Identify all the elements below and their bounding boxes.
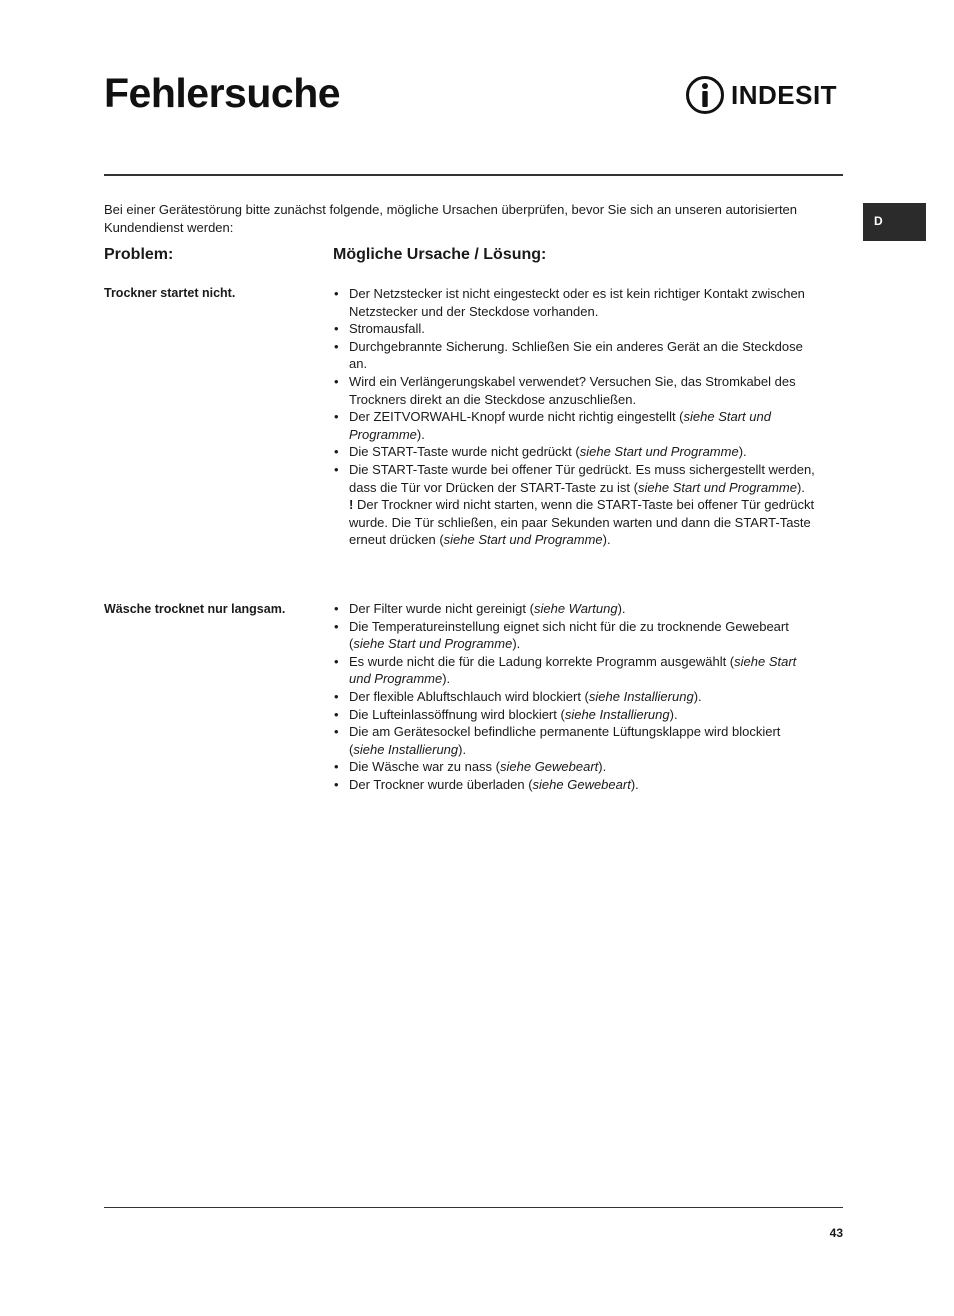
list-item: • Die START-Taste wurde bei offener Tür gedrückt. Es muss sichergestellt werden, dass die Tür vor Drücken der START-Taste zu ist (siehe Start und Programme). ! Der Trockner wird nicht starten, wenn die START-Taste bei offener Tür gedrückt wurde. Die Tür schließen, ein paar Sekunden warten und dann die START-Taste erneut drücken (siehe Start und Programme). (333, 461, 818, 549)
indesit-logo-icon (685, 75, 725, 115)
brand-name: INDESIT (731, 79, 838, 110)
list-item: • Die START-Taste wurde nicht gedrückt (siehe Start und Programme). (333, 443, 818, 461)
cross-reference: siehe Installierung (588, 688, 694, 704)
list-item: • Wird ein Verlängerungskabel verwendet? Versuchen Sie, das Stromkabel des Trockners direkt an die Steckdose anzuschließen. (333, 373, 818, 408)
header-divider (104, 174, 843, 176)
cross-reference: siehe Start und Programme (443, 532, 603, 548)
cross-reference: siehe Installierung (353, 741, 459, 757)
language-tab: D (863, 203, 926, 241)
cross-reference: siehe Installierung (564, 706, 670, 722)
cross-reference: siehe Start und Programme (638, 479, 797, 495)
list-item: • Die Temperatureinstellung eignet sich nicht für die zu trocknende Gewebeart (siehe Start und Programme). (333, 618, 818, 653)
cause-list (333, 600, 818, 794)
problem-label: Trockner startet nicht. (104, 286, 236, 300)
footer-divider (104, 1207, 843, 1208)
cross-reference: siehe Start und Programme (349, 653, 797, 687)
cause-column-heading: Mögliche Ursache / Lösung: (333, 246, 547, 263)
problem-column-heading: Problem: (104, 246, 174, 263)
list-item: • Der Trockner wurde überladen (siehe Gewebeart). (333, 776, 818, 794)
list-item: • Die Lufteinlassöffnung wird blockiert (siehe Installierung). (333, 706, 818, 724)
cross-reference: siehe Start und Programme (579, 444, 739, 460)
cross-reference: siehe Gewebeart (532, 776, 631, 792)
cause-list (333, 285, 818, 549)
list-item: • Es wurde nicht die für die Ladung korrekte Programm ausgewählt (siehe Start und Programme). (333, 653, 818, 688)
list-item: • Durchgebrannte Sicherung. Schließen Sie ein anderes Gerät an die Steckdose an. (333, 338, 818, 373)
cross-reference: siehe Gewebeart (500, 759, 599, 775)
page-number: 43 (829, 1226, 843, 1240)
list-item: • Der flexible Abluftschlauch wird blockiert (siehe Installierung). (333, 688, 818, 706)
cross-reference: siehe Start und Programme (353, 636, 513, 652)
list-item: • Der ZEITVORWAHL-Knopf wurde nicht richtig eingestellt (siehe Start und Programme). (333, 408, 818, 443)
cross-reference: siehe Start und Programme (349, 409, 771, 442)
problem-label: Wäsche trocknet nur langsam. (104, 602, 286, 616)
warning-note: Der Trockner wird nicht starten, wenn die START-Taste bei offener Tür gedrückt wurde. Die Tür schließen, ein paar Sekunden warten und dann die START-Taste erneut drücken ( (349, 497, 815, 548)
list-item: • Die am Gerätesockel befindliche permanente Lüftungsklappe wird blockiert (siehe Installierung). (333, 723, 818, 758)
list-item: • Der Filter wurde nicht gereinigt (siehe Wartung). (333, 600, 818, 618)
page-title: Fehlersuche (104, 70, 341, 116)
brand-logo (685, 74, 837, 116)
list-item: • Der Netzstecker ist nicht eingesteckt oder es ist kein richtiger Kontakt zwischen Netzstecker und der Steckdose vorhanden. (333, 285, 818, 320)
warning-icon: ! (349, 497, 354, 513)
list-item: • Die Wäsche war zu nass (siehe Gewebeart). (333, 758, 818, 776)
intro-text: Bei einer Gerätestörung bitte zunächst folgende, mögliche Ursachen überprüfen, bevor Sie sich an unseren autorisierten Kundendienst werden: (104, 202, 798, 235)
cross-reference: siehe Wartung (533, 601, 618, 616)
list-item: • Stromausfall. (333, 320, 818, 338)
